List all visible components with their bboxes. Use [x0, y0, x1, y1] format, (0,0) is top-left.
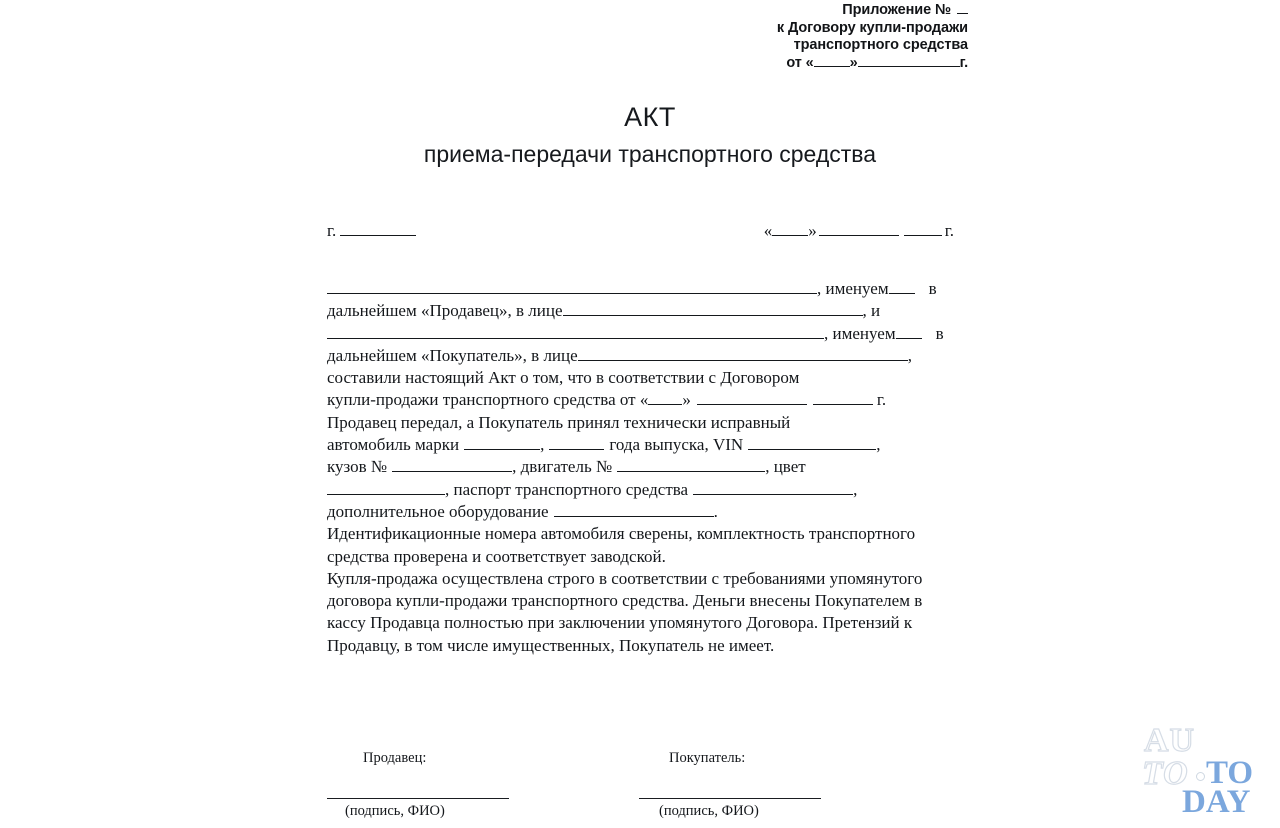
city-blank — [340, 235, 416, 236]
header-prilozhenie-number-blank — [957, 13, 968, 14]
title-block — [330, 100, 970, 170]
extra-equipment-blank — [554, 516, 714, 517]
car-vin-label: года выпуска, VIN — [609, 435, 744, 455]
header-date-prefix: от « — [786, 54, 814, 71]
car-brand-blank — [464, 449, 540, 450]
car-vin-blank — [748, 449, 876, 450]
seller-person-blank — [563, 315, 863, 316]
contract-quote-close: » — [682, 390, 691, 410]
body-line-sostavili: составили настоящий Акт о том, что в соответствии с Договором — [327, 368, 800, 388]
buyer-imenuem-label: , именуем — [824, 323, 896, 343]
city-label: г. — [327, 221, 337, 240]
contract-year-suffix: г. — [876, 390, 887, 410]
seller-imenuem-blank — [889, 293, 915, 294]
date-year-blank — [904, 235, 942, 236]
seller-v-label: в — [928, 279, 937, 298]
car-color-blank — [327, 494, 445, 495]
body-line-buyer-name — [327, 323, 955, 345]
buyer-name-blank — [327, 338, 824, 339]
date-field — [764, 220, 954, 242]
header-prilozhenie-label: Приложение № — [842, 2, 955, 18]
body-line-car-color-pts — [327, 479, 955, 501]
header-line-prilozhenie — [700, 2, 968, 20]
header-line-transport: транспортного средства — [793, 37, 968, 54]
auto-today-watermark — [1136, 714, 1272, 822]
car-engine-label: , двигатель № — [512, 457, 613, 477]
date-day-blank — [772, 235, 808, 236]
contract-day-blank — [648, 404, 682, 405]
buyer-imenuem-blank — [896, 338, 922, 339]
buyer-dalneishem-label: дальнейшем «Покупатель», в лице — [327, 345, 578, 365]
body-paragraph-identification: Идентификационные номера автомобиля сверены, комплектность транспортного средства проверена и соответствует заводской. — [327, 524, 916, 566]
header-line-dogovor: к Договору купли-продажи — [776, 19, 968, 36]
body-paragraph-sale-terms: Купля-продажа осуществлена строго в соответствии с требованиями упомянутого договора купли-продажи транспортного средства. Деньги внесены Покупателем в кассу Продавца полностью при заключении упомянутого Договора. Претензий к Продавцу, в том числе имущественных, Покупатель не имеет. — [327, 568, 923, 655]
buyer-person-blank — [578, 360, 908, 361]
date-year-suffix: г. — [944, 221, 954, 240]
contract-date-prefix: купли-продажи транспортного средства от « — [327, 390, 649, 410]
date-month-blank — [819, 235, 899, 236]
car-color-label: , цвет — [765, 457, 806, 477]
car-body-label: кузов № — [327, 457, 388, 477]
watermark-to-outline-text: TO — [1142, 755, 1189, 792]
car-vin-comma: , — [876, 435, 881, 455]
header-date-month-blank — [858, 66, 928, 67]
document-body — [327, 278, 955, 657]
extra-equipment-label: дополнительное оборудование — [327, 501, 549, 521]
seller-role-label: Продавец: — [363, 750, 427, 766]
seller-dalneishem-label: дальнейшем «Продавец», в лице — [327, 301, 563, 321]
seller-imenuem-label: , именуем — [817, 279, 889, 298]
body-line-seller-person — [327, 300, 955, 322]
buyer-signature-caption: (подпись, ФИО) — [659, 803, 759, 819]
car-pts-label: , паспорт транспортного средства — [445, 479, 689, 499]
signature-block — [327, 748, 887, 821]
extra-equipment-period: . — [713, 501, 718, 521]
body-line-seller-name — [327, 278, 955, 300]
buyer-v-label: в — [935, 323, 944, 343]
seller-signature-caption: (подпись, ФИО) — [345, 803, 445, 819]
car-body-blank — [392, 471, 512, 472]
body-line-car-body-engine — [327, 456, 955, 478]
seller-name-blank — [327, 293, 817, 294]
seller-signature-column — [327, 748, 607, 821]
page-title: АКТ — [624, 102, 676, 132]
city-field — [327, 220, 416, 242]
car-brand-comma: , — [540, 435, 545, 455]
car-brand-label: автомобиль марки — [327, 435, 460, 455]
buyer-role-label: Покупатель: — [669, 750, 746, 766]
car-pts-comma: , — [853, 479, 858, 499]
watermark-day-text: DAY — [1182, 784, 1251, 820]
contract-month-blank — [697, 404, 807, 405]
body-line-extra-equipment — [327, 501, 955, 523]
document-header-block — [700, 2, 968, 72]
seller-i-conj: , и — [862, 301, 881, 321]
date-quote-close: » — [808, 221, 817, 240]
watermark-dot-icon — [1196, 772, 1205, 781]
buyer-signature-line — [639, 798, 821, 799]
buyer-signature-column — [607, 748, 887, 821]
body-line-contract-date — [327, 389, 955, 411]
seller-signature-line — [327, 798, 509, 799]
body-line-handover: Продавец передал, а Покупатель принял технически исправный — [327, 412, 791, 432]
page-subtitle: приема-передачи транспортного средства — [423, 141, 877, 167]
city-date-row — [327, 220, 954, 242]
body-line-car-brand — [327, 434, 955, 456]
header-date-quote-close: » — [849, 54, 858, 71]
header-date-year-suffix: г. — [959, 54, 968, 71]
car-pts-blank — [693, 494, 853, 495]
contract-year-blank — [813, 404, 873, 405]
body-line-buyer-person — [327, 345, 955, 367]
buyer-comma-end: , — [907, 345, 912, 365]
header-line-date — [700, 55, 968, 73]
watermark-to-blue-text: TO — [1206, 755, 1254, 791]
watermark-au-text: AU — [1144, 722, 1196, 759]
header-date-year-blank — [928, 66, 960, 67]
date-quote-open: « — [763, 221, 773, 240]
header-date-day-blank — [814, 66, 850, 67]
car-engine-blank — [617, 471, 765, 472]
car-year-blank — [549, 449, 604, 450]
